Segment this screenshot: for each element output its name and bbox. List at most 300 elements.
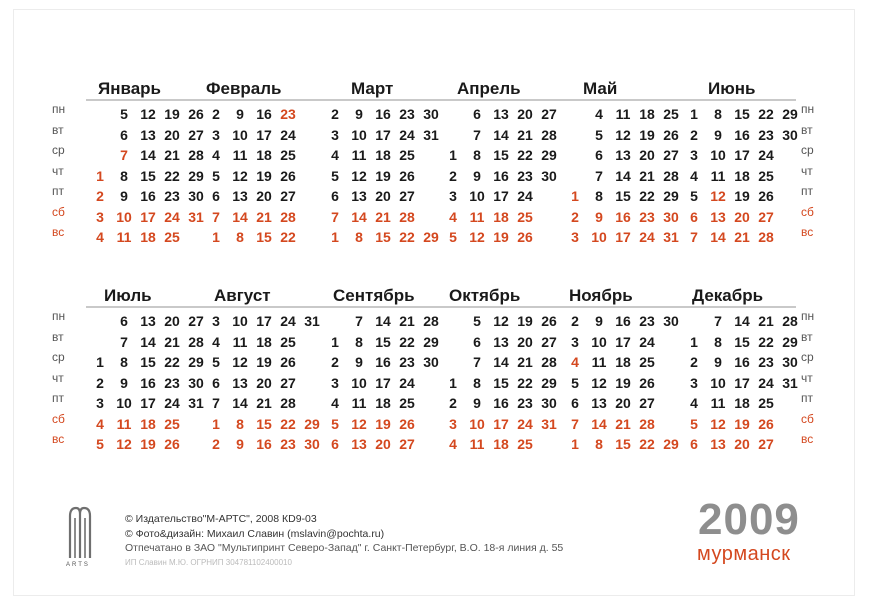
day-cell: 27 xyxy=(541,106,557,122)
day-cell: 27 xyxy=(280,374,296,391)
day-cell: 5 xyxy=(595,126,603,143)
week-row xyxy=(323,373,443,394)
week-row xyxy=(563,352,683,373)
day-cell: 2 xyxy=(449,395,457,411)
day-cell: 2 xyxy=(96,188,104,204)
day-cell: 25 xyxy=(164,229,180,245)
day-cell: 1 xyxy=(212,229,220,245)
week-row xyxy=(204,166,300,187)
weekday-label: сб xyxy=(52,204,65,219)
day-cell: 9 xyxy=(236,436,244,452)
week-row xyxy=(323,104,443,125)
day-cell: 7 xyxy=(473,354,481,370)
day-cell: 19 xyxy=(734,188,750,204)
day-cell: 27 xyxy=(541,333,557,350)
day-cell: 23 xyxy=(280,106,296,122)
day-cell: 18 xyxy=(375,395,391,411)
day-cell: 16 xyxy=(493,167,509,184)
day-cell: 30 xyxy=(541,167,557,184)
day-cell: 16 xyxy=(375,106,391,122)
day-cell: 31 xyxy=(188,208,204,225)
day-cell: 1 xyxy=(331,229,339,245)
day-cell: 7 xyxy=(473,126,481,143)
day-cell: 19 xyxy=(639,126,655,143)
day-cell: 21 xyxy=(517,354,533,370)
day-cell: 28 xyxy=(399,208,415,225)
day-cell: 19 xyxy=(615,374,631,391)
day-cell: 22 xyxy=(280,229,296,245)
logo-caption: ARTS xyxy=(66,562,90,568)
day-cell: 6 xyxy=(595,147,603,163)
day-cell: 3 xyxy=(331,126,339,143)
day-cell: 16 xyxy=(734,354,750,370)
weekday-label: вс xyxy=(801,432,814,446)
day-cell: 22 xyxy=(639,188,655,204)
day-cell: 4 xyxy=(96,415,104,432)
day-cell: 17 xyxy=(615,229,631,245)
day-cell: 8 xyxy=(120,167,128,184)
day-cell: 30 xyxy=(663,208,679,225)
week-row xyxy=(323,311,443,332)
day-cell: 20 xyxy=(517,106,533,122)
day-cell: 5 xyxy=(212,354,220,370)
day-cell: 12 xyxy=(493,313,509,329)
weekday-label: сб xyxy=(801,411,814,426)
day-cell: 28 xyxy=(423,313,439,329)
day-cell: 27 xyxy=(758,208,774,225)
day-cell: 28 xyxy=(541,126,557,143)
day-cell: 9 xyxy=(355,106,363,122)
day-cell: 2 xyxy=(690,354,698,370)
day-cell: 29 xyxy=(782,106,798,122)
week-row xyxy=(323,125,443,146)
day-cell: 4 xyxy=(449,208,457,225)
day-cell: 3 xyxy=(571,229,579,245)
week-row xyxy=(88,145,208,166)
day-cell: 27 xyxy=(188,126,204,143)
week-row xyxy=(88,332,208,353)
week-row xyxy=(441,186,561,207)
day-cell: 4 xyxy=(690,395,698,411)
day-cell: 30 xyxy=(541,395,557,411)
day-cell: 3 xyxy=(449,188,457,204)
day-cell: 17 xyxy=(256,313,272,329)
day-cell: 11 xyxy=(116,415,132,432)
day-cell: 25 xyxy=(639,354,655,370)
day-cell: 25 xyxy=(758,167,774,184)
day-cell: 10 xyxy=(351,126,367,143)
day-cell: 9 xyxy=(120,374,128,391)
day-cell: 8 xyxy=(236,415,244,432)
day-cell: 2 xyxy=(96,374,104,391)
day-cell: 24 xyxy=(517,415,533,432)
week-row xyxy=(563,166,683,187)
day-cell: 5 xyxy=(212,167,220,184)
day-cell: 13 xyxy=(591,395,607,411)
day-cell: 12 xyxy=(232,167,248,184)
day-cell: 21 xyxy=(399,313,415,329)
day-cell: 1 xyxy=(212,415,220,432)
header-divider xyxy=(86,99,796,101)
day-cell: 28 xyxy=(280,208,296,225)
day-cell: 3 xyxy=(690,147,698,163)
day-cell: 13 xyxy=(140,126,156,143)
day-cell: 21 xyxy=(758,313,774,329)
day-cell: 23 xyxy=(517,167,533,184)
day-cell: 6 xyxy=(690,436,698,452)
week-row xyxy=(682,311,802,332)
week-row xyxy=(323,332,443,353)
month-days xyxy=(441,311,561,455)
day-cell: 15 xyxy=(140,167,156,184)
day-cell: 12 xyxy=(351,415,367,432)
day-cell: 10 xyxy=(591,333,607,350)
weekday-label: чт xyxy=(52,163,64,178)
day-cell: 10 xyxy=(351,374,367,391)
day-cell: 3 xyxy=(690,374,698,391)
day-cell: 8 xyxy=(714,333,722,350)
week-row xyxy=(441,311,561,332)
day-cell: 22 xyxy=(517,147,533,163)
day-cell: 14 xyxy=(615,167,631,184)
day-cell: 9 xyxy=(595,208,603,225)
weekday-label: чт xyxy=(801,163,813,178)
day-cell: 20 xyxy=(615,395,631,411)
credits xyxy=(125,512,563,570)
week-row xyxy=(563,393,683,414)
day-cell: 15 xyxy=(493,374,509,391)
day-cell: 5 xyxy=(331,167,339,184)
day-cell: 6 xyxy=(331,188,339,204)
day-cell: 8 xyxy=(473,374,481,391)
day-cell: 20 xyxy=(734,208,750,225)
day-cell: 24 xyxy=(280,126,296,143)
day-cell: 23 xyxy=(164,374,180,391)
day-cell: 2 xyxy=(212,436,220,452)
week-row xyxy=(88,186,208,207)
day-cell: 24 xyxy=(164,395,180,411)
day-cell: 19 xyxy=(256,167,272,184)
day-cell: 8 xyxy=(355,333,363,350)
day-cell: 30 xyxy=(663,313,679,329)
day-cell: 15 xyxy=(734,333,750,350)
day-cell: 29 xyxy=(663,188,679,204)
day-cell: 24 xyxy=(280,313,296,329)
day-cell: 20 xyxy=(256,374,272,391)
week-row xyxy=(88,125,208,146)
month-name: Ноябрь xyxy=(569,286,633,305)
weekday-label: пт xyxy=(801,391,813,405)
city-name: мурманск xyxy=(697,543,791,565)
week-row xyxy=(204,311,324,332)
day-cell: 24 xyxy=(639,229,655,245)
month-days xyxy=(323,311,443,455)
day-cell: 6 xyxy=(212,188,220,204)
day-cell: 1 xyxy=(690,106,698,122)
week-row xyxy=(441,393,561,414)
day-cell: 22 xyxy=(758,333,774,350)
week-row xyxy=(88,414,208,435)
month-days xyxy=(204,311,324,455)
day-cell: 17 xyxy=(615,333,631,350)
day-cell: 14 xyxy=(140,147,156,163)
day-cell: 10 xyxy=(469,188,485,204)
week-row xyxy=(441,373,561,394)
day-cell: 28 xyxy=(639,415,655,432)
day-cell: 3 xyxy=(212,313,220,329)
day-cell: 22 xyxy=(517,374,533,391)
week-row xyxy=(88,373,208,394)
month-days xyxy=(88,311,208,455)
day-cell: 14 xyxy=(351,208,367,225)
day-cell: 12 xyxy=(116,436,132,452)
day-cell: 8 xyxy=(595,188,603,204)
day-cell: 19 xyxy=(375,167,391,184)
day-cell: 5 xyxy=(96,436,104,452)
week-row xyxy=(204,393,324,414)
day-cell: 15 xyxy=(375,229,391,245)
week-row xyxy=(682,393,802,414)
day-cell: 23 xyxy=(758,126,774,143)
day-cell: 13 xyxy=(232,374,248,391)
day-cell: 6 xyxy=(212,374,220,391)
day-cell: 12 xyxy=(469,229,485,245)
m-arts-logo-icon xyxy=(66,502,94,562)
day-cell: 3 xyxy=(449,415,457,432)
week-row xyxy=(682,434,802,455)
month-name: Март xyxy=(351,79,394,98)
day-cell: 8 xyxy=(473,147,481,163)
day-cell: 7 xyxy=(212,395,220,411)
day-cell: 17 xyxy=(493,188,509,204)
week-row xyxy=(563,125,683,146)
day-cell: 11 xyxy=(591,354,607,370)
day-cell: 26 xyxy=(399,415,415,432)
day-cell: 15 xyxy=(375,333,391,350)
week-row xyxy=(323,352,443,373)
week-row xyxy=(563,186,683,207)
day-cell: 7 xyxy=(331,208,339,225)
week-row xyxy=(88,434,208,455)
day-cell: 19 xyxy=(493,229,509,245)
week-row xyxy=(323,186,443,207)
week-row xyxy=(682,125,802,146)
day-cell: 6 xyxy=(120,126,128,143)
weekday-label: пн xyxy=(52,309,66,323)
day-cell: 21 xyxy=(375,208,391,225)
week-row xyxy=(441,332,561,353)
day-cell: 31 xyxy=(663,229,679,245)
day-cell: 1 xyxy=(96,167,104,184)
day-cell: 26 xyxy=(280,354,296,370)
day-cell: 28 xyxy=(663,167,679,184)
weekday-label: ср xyxy=(801,350,814,364)
day-cell: 25 xyxy=(280,333,296,350)
week-row xyxy=(441,104,561,125)
day-cell: 9 xyxy=(120,188,128,204)
day-cell: 7 xyxy=(120,147,128,163)
week-row xyxy=(441,414,561,435)
day-cell: 2 xyxy=(571,208,579,225)
day-cell: 23 xyxy=(517,395,533,411)
day-cell: 21 xyxy=(517,126,533,143)
day-cell: 9 xyxy=(355,354,363,370)
day-cell: 27 xyxy=(399,436,415,452)
day-cell: 25 xyxy=(517,208,533,225)
month-name: Октябрь xyxy=(449,286,521,305)
day-cell: 7 xyxy=(595,167,603,184)
day-cell: 17 xyxy=(140,395,156,411)
week-row xyxy=(204,352,324,373)
day-cell: 20 xyxy=(734,436,750,452)
week-row xyxy=(323,166,443,187)
day-cell: 22 xyxy=(399,229,415,245)
day-cell: 27 xyxy=(399,188,415,204)
day-cell: 28 xyxy=(758,229,774,245)
day-cell: 5 xyxy=(690,188,698,204)
day-cell: 8 xyxy=(355,229,363,245)
day-cell: 23 xyxy=(639,313,655,329)
day-cell: 29 xyxy=(541,147,557,163)
day-cell: 11 xyxy=(710,167,726,184)
day-cell: 13 xyxy=(351,188,367,204)
week-row xyxy=(441,434,561,455)
day-cell: 14 xyxy=(710,229,726,245)
day-cell: 1 xyxy=(571,188,579,204)
day-cell: 11 xyxy=(469,436,485,452)
week-row xyxy=(682,186,802,207)
day-cell: 15 xyxy=(734,106,750,122)
day-cell: 21 xyxy=(164,147,180,163)
day-cell: 22 xyxy=(164,354,180,370)
day-cell: 13 xyxy=(710,436,726,452)
day-cell: 19 xyxy=(734,415,750,432)
week-row xyxy=(682,145,802,166)
day-cell: 30 xyxy=(423,354,439,370)
day-cell: 27 xyxy=(663,147,679,163)
weekday-label: чт xyxy=(801,370,813,385)
day-cell: 23 xyxy=(280,436,296,452)
day-cell: 14 xyxy=(493,354,509,370)
credit-license: ИП Славин М.Ю. ОГРНИП 304781102400010 xyxy=(125,557,292,567)
day-cell: 13 xyxy=(615,147,631,163)
day-cell: 18 xyxy=(493,436,509,452)
day-cell: 6 xyxy=(473,333,481,350)
weekday-label: вт xyxy=(52,329,64,344)
day-cell: 1 xyxy=(449,374,457,391)
day-cell: 16 xyxy=(734,126,750,143)
day-cell: 3 xyxy=(96,395,104,411)
day-cell: 13 xyxy=(140,313,156,329)
day-cell: 19 xyxy=(256,354,272,370)
weekday-label: вт xyxy=(52,122,64,137)
day-cell: 2 xyxy=(690,126,698,143)
day-cell: 6 xyxy=(120,313,128,329)
day-cell: 14 xyxy=(591,415,607,432)
month-name: Сентябрь xyxy=(333,286,415,305)
day-cell: 25 xyxy=(280,147,296,163)
week-row xyxy=(88,352,208,373)
day-cell: 12 xyxy=(710,188,726,204)
calendar-half-bottom xyxy=(0,207,869,452)
day-cell: 20 xyxy=(164,126,180,143)
credit-publisher: © Издательство"М-АРТС", 2008 КD9-03 xyxy=(125,513,317,525)
day-cell: 19 xyxy=(517,313,533,329)
week-row xyxy=(563,145,683,166)
week-row xyxy=(563,311,683,332)
day-cell: 29 xyxy=(663,436,679,452)
credit-design: © Фото&дизайн: Михаил Славин (mslavin@pochta.ru) xyxy=(125,527,385,540)
day-cell: 11 xyxy=(615,106,631,122)
day-cell: 16 xyxy=(140,188,156,204)
day-cell: 30 xyxy=(423,106,439,122)
day-cell: 17 xyxy=(375,374,391,391)
day-cell: 26 xyxy=(188,106,204,122)
day-cell: 18 xyxy=(140,229,156,245)
day-cell: 24 xyxy=(758,147,774,163)
week-row xyxy=(441,166,561,187)
day-cell: 30 xyxy=(782,354,798,370)
day-cell: 6 xyxy=(690,208,698,225)
day-cell: 13 xyxy=(710,208,726,225)
day-cell: 26 xyxy=(280,167,296,184)
week-row xyxy=(563,434,683,455)
day-cell: 20 xyxy=(517,333,533,350)
day-cell: 21 xyxy=(256,395,272,411)
week-row xyxy=(323,145,443,166)
weekday-label: вт xyxy=(801,329,813,344)
month-name: Июль xyxy=(104,286,152,305)
day-cell: 11 xyxy=(351,147,367,163)
day-cell: 15 xyxy=(615,436,631,452)
week-row xyxy=(204,373,324,394)
week-row xyxy=(563,332,683,353)
week-row xyxy=(441,125,561,146)
day-cell: 11 xyxy=(232,147,248,163)
day-cell: 26 xyxy=(399,167,415,184)
day-cell: 9 xyxy=(236,106,244,122)
week-row xyxy=(88,166,208,187)
day-cell: 6 xyxy=(571,395,579,411)
day-cell: 30 xyxy=(188,374,204,391)
day-cell: 27 xyxy=(758,436,774,452)
week-row xyxy=(204,125,300,146)
day-cell: 16 xyxy=(615,208,631,225)
weekday-label: пн xyxy=(801,309,815,323)
week-row xyxy=(682,166,802,187)
day-cell: 28 xyxy=(188,333,204,350)
day-cell: 5 xyxy=(571,374,579,391)
weekday-label: пт xyxy=(52,391,64,405)
day-cell: 12 xyxy=(351,167,367,184)
month-name: Декабрь xyxy=(692,286,764,305)
week-row xyxy=(204,186,300,207)
weekday-label: пн xyxy=(801,102,815,116)
day-cell: 7 xyxy=(690,229,698,245)
week-row xyxy=(323,393,443,414)
weekday-label: сб xyxy=(52,411,65,426)
day-cell: 9 xyxy=(473,395,481,411)
month-name: Январь xyxy=(98,79,162,98)
day-cell: 15 xyxy=(256,229,272,245)
day-cell: 11 xyxy=(710,395,726,411)
week-row xyxy=(204,414,324,435)
day-cell: 15 xyxy=(615,188,631,204)
day-cell: 28 xyxy=(188,147,204,163)
day-cell: 7 xyxy=(714,313,722,329)
month-name: Апрель xyxy=(457,79,521,98)
day-cell: 26 xyxy=(663,126,679,143)
